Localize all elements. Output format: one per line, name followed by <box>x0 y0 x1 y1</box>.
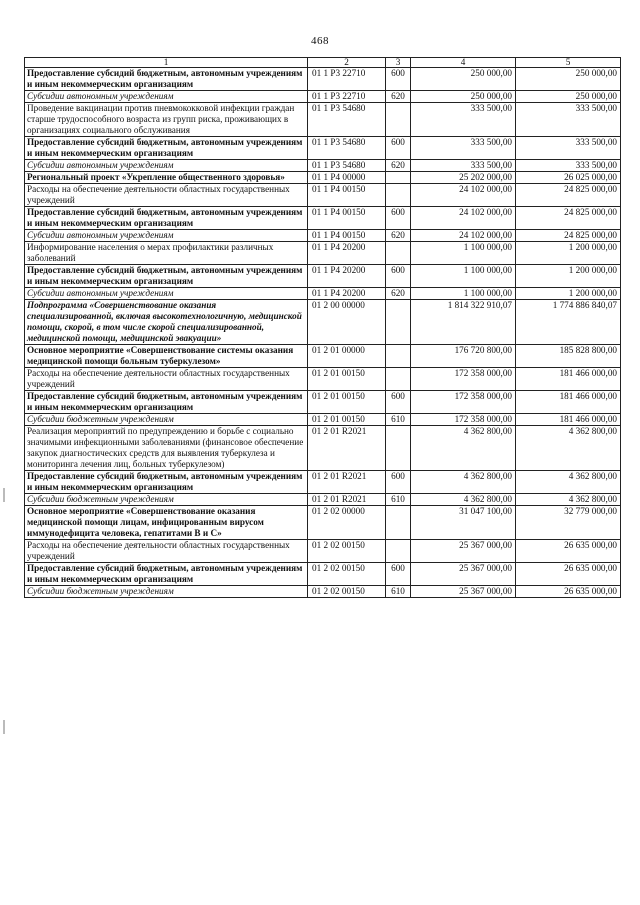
row-amount-year2: 24 825 000,00 <box>516 207 621 230</box>
margin-mark <box>3 720 5 734</box>
row-expense-type <box>386 368 411 391</box>
row-description: Основное мероприятие «Совершенствование системы оказания медицинской помощи больным туберкулезом» <box>25 345 308 368</box>
row-amount-year1: 172 358 000,00 <box>411 391 516 414</box>
row-description: Субсидии автономным учреждениям <box>25 91 308 103</box>
table-row <box>25 540 621 563</box>
row-amount-year1: 250 000,00 <box>411 68 516 91</box>
row-target-code: 01 2 02 00150 <box>308 586 386 598</box>
row-target-code: 01 1 P4 20200 <box>308 288 386 300</box>
row-expense-type: 620 <box>386 288 411 300</box>
row-expense-type: 600 <box>386 265 411 288</box>
row-expense-type: 610 <box>386 414 411 426</box>
row-amount-year1: 4 362 800,00 <box>411 471 516 494</box>
row-target-code: 01 1 P4 00150 <box>308 184 386 207</box>
row-amount-year2: 250 000,00 <box>516 68 621 91</box>
row-expense-type: 600 <box>386 471 411 494</box>
column-header: 3 <box>386 58 411 68</box>
row-amount-year1: 25 367 000,00 <box>411 540 516 563</box>
row-description: Субсидии бюджетным учреждениям <box>25 494 308 506</box>
row-target-code: 01 1 P4 20200 <box>308 242 386 265</box>
table-row <box>25 68 621 91</box>
row-description: Предоставление субсидий бюджетным, автономным учреждениям и иным некоммерческим организациям <box>25 563 308 586</box>
row-amount-year1: 1 100 000,00 <box>411 288 516 300</box>
row-amount-year2: 4 362 800,00 <box>516 471 621 494</box>
row-amount-year1: 24 102 000,00 <box>411 207 516 230</box>
row-target-code: 01 2 01 R2021 <box>308 471 386 494</box>
row-expense-type: 600 <box>386 68 411 91</box>
budget-table-body <box>25 58 621 598</box>
row-amount-year2: 26 025 000,00 <box>516 172 621 184</box>
row-amount-year1: 24 102 000,00 <box>411 184 516 207</box>
row-expense-type <box>386 172 411 184</box>
row-amount-year1: 172 358 000,00 <box>411 414 516 426</box>
row-description: Расходы на обеспечение деятельности областных государственных учреждений <box>25 368 308 391</box>
budget-table <box>24 57 621 598</box>
table-row <box>25 242 621 265</box>
row-amount-year2: 181 466 000,00 <box>516 414 621 426</box>
row-amount-year2: 181 466 000,00 <box>516 368 621 391</box>
table-row <box>25 288 621 300</box>
row-amount-year2: 32 779 000,00 <box>516 506 621 540</box>
row-description: Подпрограмма «Совершенствование оказания специализированной, включая высокотехнологичную, медицинской помощи, скорой, в том числе скорой специализированной, медицинской помощи, медицинской эвакуации» <box>25 300 308 345</box>
row-amount-year2: 333 500,00 <box>516 160 621 172</box>
row-amount-year1: 333 500,00 <box>411 160 516 172</box>
table-row <box>25 345 621 368</box>
row-description: Предоставление субсидий бюджетным, автономным учреждениям и иным некоммерческим организациям <box>25 391 308 414</box>
row-amount-year2: 4 362 800,00 <box>516 426 621 471</box>
table-row <box>25 137 621 160</box>
row-description: Предоставление субсидий бюджетным, автономным учреждениям и иным некоммерческим организациям <box>25 265 308 288</box>
row-expense-type: 620 <box>386 160 411 172</box>
row-amount-year1: 1 814 322 910,07 <box>411 300 516 345</box>
row-expense-type <box>386 506 411 540</box>
row-description: Основное мероприятие «Совершенствование оказания медицинской помощи лицам, инфицированным вирусом иммунодефицита человека, гепатитами В и С» <box>25 506 308 540</box>
row-amount-year1: 4 362 800,00 <box>411 494 516 506</box>
row-amount-year2: 24 825 000,00 <box>516 230 621 242</box>
table-row <box>25 586 621 598</box>
row-target-code: 01 1 P4 00000 <box>308 172 386 184</box>
table-row <box>25 368 621 391</box>
row-expense-type: 610 <box>386 586 411 598</box>
row-expense-type: 600 <box>386 391 411 414</box>
row-amount-year1: 24 102 000,00 <box>411 230 516 242</box>
row-amount-year1: 31 047 100,00 <box>411 506 516 540</box>
row-target-code: 01 2 02 00150 <box>308 540 386 563</box>
table-row <box>25 265 621 288</box>
row-target-code: 01 1 P4 20200 <box>308 265 386 288</box>
table-row <box>25 391 621 414</box>
row-target-code: 01 2 01 00150 <box>308 414 386 426</box>
row-amount-year1: 25 367 000,00 <box>411 563 516 586</box>
row-amount-year2: 181 466 000,00 <box>516 391 621 414</box>
row-target-code: 01 1 P3 54680 <box>308 103 386 137</box>
column-header: 2 <box>308 58 386 68</box>
row-amount-year1: 172 358 000,00 <box>411 368 516 391</box>
table-row <box>25 230 621 242</box>
row-target-code: 01 2 01 00150 <box>308 391 386 414</box>
row-amount-year2: 26 635 000,00 <box>516 563 621 586</box>
row-expense-type <box>386 242 411 265</box>
table-row <box>25 563 621 586</box>
row-amount-year2: 26 635 000,00 <box>516 540 621 563</box>
row-expense-type: 620 <box>386 91 411 103</box>
row-description: Предоставление субсидий бюджетным, автономным учреждениям и иным некоммерческим организациям <box>25 471 308 494</box>
row-description: Расходы на обеспечение деятельности областных государственных учреждений <box>25 184 308 207</box>
row-target-code: 01 1 P4 00150 <box>308 230 386 242</box>
column-header: 1 <box>25 58 308 68</box>
header-row <box>25 58 621 68</box>
row-target-code: 01 2 01 R2021 <box>308 494 386 506</box>
row-description: Предоставление субсидий бюджетным, автономным учреждениям и иным некоммерческим организациям <box>25 68 308 91</box>
table-row <box>25 300 621 345</box>
row-amount-year2: 24 825 000,00 <box>516 184 621 207</box>
table-row <box>25 471 621 494</box>
row-expense-type: 600 <box>386 207 411 230</box>
row-amount-year2: 333 500,00 <box>516 103 621 137</box>
row-description: Региональный проект «Укрепление общественного здоровья» <box>25 172 308 184</box>
page-number: 468 <box>311 35 329 47</box>
row-target-code: 01 1 P3 54680 <box>308 137 386 160</box>
table-row <box>25 414 621 426</box>
table-row <box>25 184 621 207</box>
row-expense-type <box>386 345 411 368</box>
row-amount-year1: 1 100 000,00 <box>411 242 516 265</box>
table-row <box>25 172 621 184</box>
row-target-code: 01 1 P3 54680 <box>308 160 386 172</box>
row-expense-type <box>386 540 411 563</box>
row-target-code: 01 2 02 00000 <box>308 506 386 540</box>
row-description: Субсидии автономным учреждениям <box>25 160 308 172</box>
table-row <box>25 207 621 230</box>
row-target-code: 01 2 01 R2021 <box>308 426 386 471</box>
row-amount-year1: 176 720 800,00 <box>411 345 516 368</box>
row-expense-type: 600 <box>386 137 411 160</box>
row-description: Субсидии автономным учреждениям <box>25 230 308 242</box>
column-header: 4 <box>411 58 516 68</box>
row-target-code: 01 2 02 00150 <box>308 563 386 586</box>
row-amount-year2: 1 200 000,00 <box>516 242 621 265</box>
table-row <box>25 91 621 103</box>
table-row <box>25 506 621 540</box>
row-amount-year1: 25 202 000,00 <box>411 172 516 184</box>
row-expense-type <box>386 184 411 207</box>
row-amount-year2: 1 200 000,00 <box>516 288 621 300</box>
table-row <box>25 160 621 172</box>
row-expense-type: 600 <box>386 563 411 586</box>
row-amount-year1: 25 367 000,00 <box>411 586 516 598</box>
row-description: Информирование населения о мерах профилактики различных заболеваний <box>25 242 308 265</box>
row-target-code: 01 2 01 00000 <box>308 345 386 368</box>
row-expense-type <box>386 426 411 471</box>
row-description: Предоставление субсидий бюджетным, автономным учреждениям и иным некоммерческим организациям <box>25 207 308 230</box>
column-header: 5 <box>516 58 621 68</box>
row-amount-year1: 250 000,00 <box>411 91 516 103</box>
table-row <box>25 494 621 506</box>
margin-mark <box>3 488 5 502</box>
row-target-code: 01 1 P3 22710 <box>308 68 386 91</box>
row-description: Субсидии бюджетным учреждениям <box>25 414 308 426</box>
row-amount-year2: 26 635 000,00 <box>516 586 621 598</box>
row-amount-year2: 1 200 000,00 <box>516 265 621 288</box>
row-amount-year2: 333 500,00 <box>516 137 621 160</box>
row-target-code: 01 2 00 00000 <box>308 300 386 345</box>
row-amount-year1: 333 500,00 <box>411 103 516 137</box>
row-target-code: 01 1 P3 22710 <box>308 91 386 103</box>
row-description: Расходы на обеспечение деятельности областных государственных учреждений <box>25 540 308 563</box>
table-row <box>25 426 621 471</box>
row-target-code: 01 1 P4 00150 <box>308 207 386 230</box>
row-amount-year2: 185 828 800,00 <box>516 345 621 368</box>
table-row <box>25 103 621 137</box>
row-expense-type: 620 <box>386 230 411 242</box>
row-expense-type <box>386 300 411 345</box>
row-target-code: 01 2 01 00150 <box>308 368 386 391</box>
row-amount-year2: 1 774 886 840,07 <box>516 300 621 345</box>
row-description: Субсидии автономным учреждениям <box>25 288 308 300</box>
row-amount-year2: 250 000,00 <box>516 91 621 103</box>
row-description: Проведение вакцинации против пневмококковой инфекции граждан старше трудоспособного возраста из групп риска, проживающих в организациях социального обслуживания <box>25 103 308 137</box>
row-amount-year1: 333 500,00 <box>411 137 516 160</box>
row-amount-year2: 4 362 800,00 <box>516 494 621 506</box>
row-description: Предоставление субсидий бюджетным, автономным учреждениям и иным некоммерческим организациям <box>25 137 308 160</box>
row-amount-year1: 4 362 800,00 <box>411 426 516 471</box>
row-description: Субсидии бюджетным учреждениям <box>25 586 308 598</box>
row-amount-year1: 1 100 000,00 <box>411 265 516 288</box>
row-expense-type: 610 <box>386 494 411 506</box>
row-expense-type <box>386 103 411 137</box>
row-description: Реализация мероприятий по предупреждению и борьбе с социально значимыми инфекционными заболеваниями (финансовое обеспечение закупок диагностических средств для выявления туберкулеза и мониторинга лечения лиц, больных туберкулезом) <box>25 426 308 471</box>
